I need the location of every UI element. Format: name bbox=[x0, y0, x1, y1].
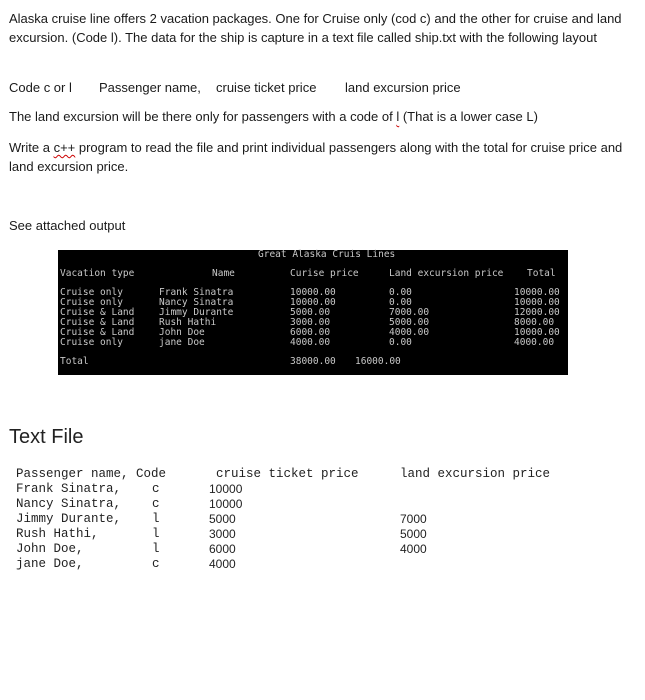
text-file-header-cruise: cruise ticket price bbox=[216, 467, 359, 481]
console-cell-cruise: 3000.00 bbox=[290, 317, 331, 328]
text-file-cell-name: jane Doe, bbox=[16, 557, 84, 571]
see-attached-label: See attached output bbox=[9, 218, 126, 233]
text-file-heading: Text File bbox=[9, 426, 84, 448]
text-file-cell-land: 5000 bbox=[400, 527, 427, 541]
console-cell-total: 4000.00 bbox=[514, 337, 555, 348]
text-file-cell-name: Frank Sinatra, bbox=[16, 482, 122, 496]
note-text-b: (That is a lower case L) bbox=[399, 109, 538, 124]
text-file-cell-cruise: 10000 bbox=[209, 497, 243, 511]
text-file-header-land: land excursion price bbox=[400, 467, 551, 481]
console-cell-land: 0.00 bbox=[389, 287, 412, 298]
console-title: Great Alaska Cruis Lines bbox=[258, 249, 396, 260]
text-file-cell-code: c bbox=[152, 482, 160, 496]
layout-field-cruise: cruise ticket price bbox=[216, 80, 317, 95]
console-header-name: Name bbox=[212, 268, 235, 279]
text-file-cell-code: l bbox=[152, 542, 160, 556]
text-file-cell-name: Nancy Sinatra, bbox=[16, 497, 122, 511]
layout-field-name: Passenger name, bbox=[99, 80, 201, 95]
console-cell-land: 4000.00 bbox=[389, 327, 430, 338]
console-cell-name: Rush Hathi bbox=[159, 317, 217, 328]
console-cell-total: 10000.00 bbox=[514, 297, 560, 308]
console-cell-total: 10000.00 bbox=[514, 327, 560, 338]
console-cell-type: Cruise only bbox=[60, 287, 123, 298]
console-header-land-price: Land excursion price bbox=[389, 268, 504, 279]
console-footer-land-total: 16000.00 bbox=[355, 356, 401, 367]
text-file-cell-name: Rush Hathi, bbox=[16, 527, 99, 541]
land-excursion-note bbox=[9, 107, 634, 126]
console-cell-name: jane Doe bbox=[159, 337, 205, 348]
console-cell-type: Cruise & Land bbox=[60, 307, 135, 318]
console-cell-land: 0.00 bbox=[389, 297, 412, 308]
console-cell-name: Jimmy Durante bbox=[159, 307, 234, 318]
text-file-cell-code: l bbox=[152, 512, 160, 526]
text-file-cell-cruise: 3000 bbox=[209, 527, 236, 541]
intro-paragraph: Alaska cruise line offers 2 vacation packages. One for Cruise only (cod c) and the other for cruise and land excursion. (Code l). The data for the ship is capture in a text file called ship.txt with the following layout bbox=[9, 11, 622, 45]
console-cell-land: 7000.00 bbox=[389, 307, 430, 318]
text-file-cell-cruise: 5000 bbox=[209, 512, 236, 526]
text-file-cell-name: John Doe, bbox=[16, 542, 84, 556]
text-file-header-name-code: Passenger name, Code bbox=[16, 467, 167, 481]
console-header-total: Total bbox=[527, 268, 556, 279]
text-file-cell-cruise: 6000 bbox=[209, 542, 236, 556]
task-paragraph bbox=[9, 138, 634, 176]
layout-field-code: Code c or l bbox=[9, 80, 72, 95]
text-file-cell-land: 4000 bbox=[400, 542, 427, 556]
console-cell-cruise: 4000.00 bbox=[290, 337, 331, 348]
console-footer-label: Total bbox=[60, 356, 89, 367]
task-cpp: c++ bbox=[53, 140, 76, 155]
text-file-cell-code: c bbox=[152, 557, 160, 571]
console-header-vacation-type: Vacation type bbox=[60, 268, 135, 279]
console-cell-type: Cruise & Land bbox=[60, 317, 135, 328]
console-cell-type: Cruise only bbox=[60, 297, 123, 308]
note-code: l bbox=[396, 109, 400, 124]
text-file-cell-code: c bbox=[152, 497, 160, 511]
console-cell-cruise: 10000.00 bbox=[290, 287, 336, 298]
console-cell-name: John Doe bbox=[159, 327, 205, 338]
console-cell-cruise: 5000.00 bbox=[290, 307, 331, 318]
task-text-a: Write a bbox=[9, 140, 54, 155]
console-cell-name: Nancy Sinatra bbox=[159, 297, 234, 308]
text-file-cell-land: 7000 bbox=[400, 512, 427, 526]
text-file-cell-name: Jimmy Durante, bbox=[16, 512, 122, 526]
console-cell-land: 5000.00 bbox=[389, 317, 430, 328]
console-output bbox=[58, 250, 568, 375]
console-cell-total: 12000.00 bbox=[514, 307, 560, 318]
console-cell-type: Cruise only bbox=[60, 337, 123, 348]
console-cell-total: 8000.00 bbox=[514, 317, 555, 328]
console-cell-cruise: 6000.00 bbox=[290, 327, 331, 338]
console-cell-land: 0.00 bbox=[389, 337, 412, 348]
layout-field-land: land excursion price bbox=[345, 80, 461, 95]
console-header-cruise-price: Curise price bbox=[290, 268, 359, 279]
console-footer-cruise-total: 38000.00 bbox=[290, 356, 336, 367]
console-cell-total: 10000.00 bbox=[514, 287, 560, 298]
note-text-a: The land excursion will be there only for passengers with a code of bbox=[9, 109, 397, 124]
console-cell-name: Frank Sinatra bbox=[159, 287, 234, 298]
text-file-cell-cruise: 10000 bbox=[209, 482, 243, 496]
console-cell-cruise: 10000.00 bbox=[290, 297, 336, 308]
console-cell-type: Cruise & Land bbox=[60, 327, 135, 338]
text-file-cell-cruise: 4000 bbox=[209, 557, 236, 571]
task-text-b: program to read the file and print individual passengers along with the total for cruise price and land excursion price. bbox=[9, 140, 623, 174]
layout-fields bbox=[9, 78, 634, 97]
text-file-cell-code: l bbox=[152, 527, 160, 541]
